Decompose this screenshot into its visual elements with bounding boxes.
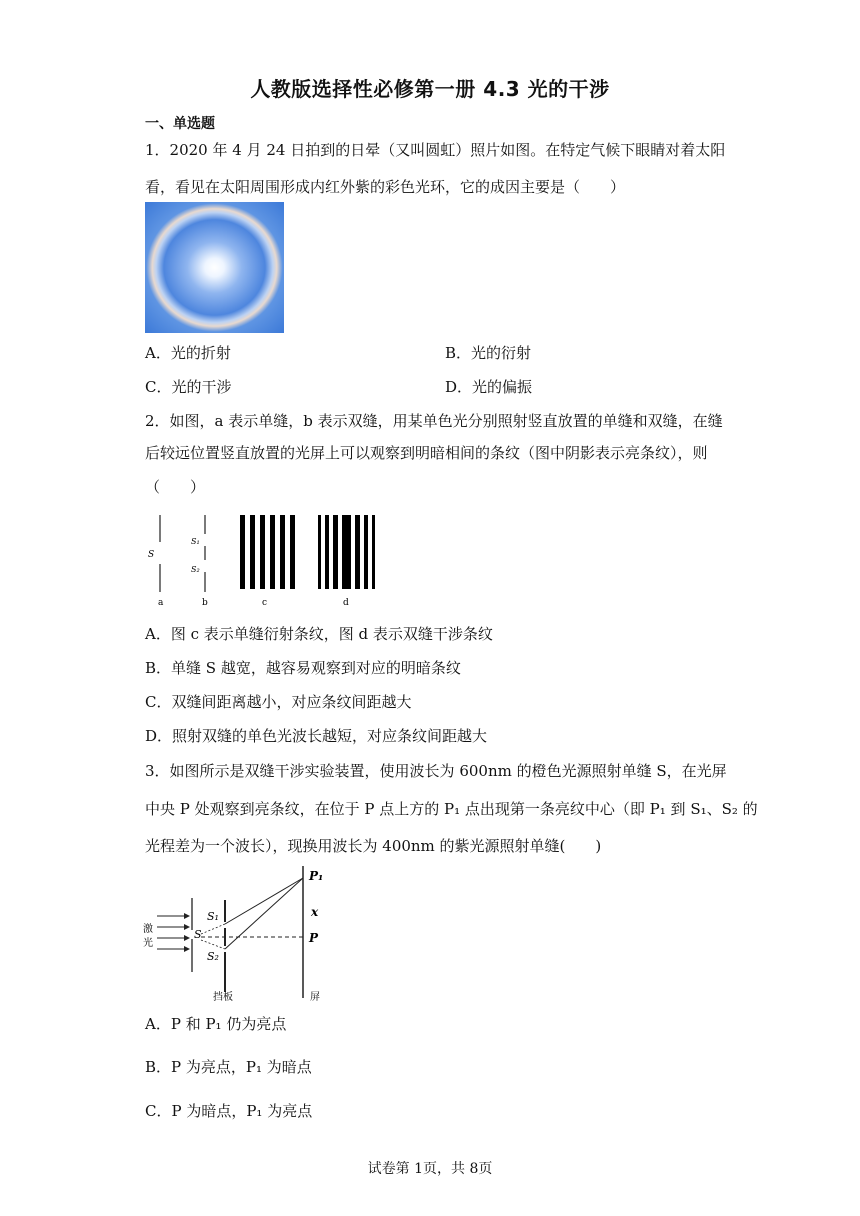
fig-label-s: S [148, 550, 155, 560]
q3-option-a[interactable]: A．P 和 P₁ 仍为亮点 [145, 1015, 287, 1033]
q2-option-c[interactable]: C．双缝间距离越小，对应条纹间距越大 [145, 693, 412, 711]
q2-option-d[interactable]: D．照射双缝的单色光波长越短，对应条纹间距越大 [145, 727, 488, 745]
fig-label-s: S [194, 928, 202, 941]
q1-option-b[interactable]: B．光的衍射 [445, 344, 532, 362]
section-heading: 一、单选题 [145, 116, 215, 132]
q1-option-a[interactable]: A．光的折射 [145, 344, 231, 362]
q3-option-b[interactable]: B．P 为亮点，P₁ 为暗点 [145, 1058, 312, 1076]
solar-halo-photo [145, 202, 284, 333]
fig-label-c: c [262, 598, 268, 608]
fig-label-s1: S₁ [207, 910, 219, 923]
q3-stem-line-2: 中央 P 处观察到亮条纹，在位于 P 点上方的 P₁ 点出现第一条亮纹中心（即 P₁ 到 S₁、S₂ 的 [145, 800, 758, 818]
fig-label-s2: S₂ [191, 565, 200, 574]
q2-option-a[interactable]: A．图 c 表示单缝衍射条纹，图 d 表示双缝干涉条纹 [145, 625, 493, 643]
q1-stem-line-2: 看，看见在太阳周围形成内红外紫的彩色光环，它的成因主要是（ ） [145, 178, 626, 196]
fig-label-a: a [158, 598, 164, 608]
document-title: 人教版选择性必修第一册 4.3 光的干涉 [250, 77, 610, 101]
fig-label-guang: 光 [143, 938, 153, 949]
fig-label-s1: S₁ [191, 537, 200, 546]
q2-stem-line-1: 2．如图，a 表示单缝，b 表示双缝，用某单色光分别照射竖直放置的单缝和双缝，在缝 [145, 412, 723, 430]
slit-fringe-figure [145, 512, 385, 612]
fig-label-ji: 激 [143, 924, 153, 935]
fig-label-b: b [202, 598, 208, 608]
q2-stem-line-3: （ ） [145, 478, 206, 496]
q3-stem-line-3: 光程差为一个波长），现换用波长为 400nm 的紫光源照射单缝( ) [145, 837, 602, 855]
q3-stem-line-1: 3．如图所示是双缝干涉实验装置，使用波长为 600nm 的橙色光源照射单缝 S，在光屏 [145, 762, 727, 780]
fig-label-d: d [343, 598, 349, 608]
q3-option-c[interactable]: C．P 为暗点，P₁ 为亮点 [145, 1102, 313, 1120]
fig-label-x: x [311, 905, 319, 919]
q2-stem-line-2: 后较远位置竖直放置的光屏上可以观察到明暗相间的条纹（图中阴影表示亮条纹），则 [145, 444, 708, 462]
page-footer: 试卷第 1页，共 8页 [367, 1161, 493, 1177]
fig-label-s2: S₂ [207, 950, 219, 963]
double-slit-apparatus-figure [143, 864, 333, 1002]
fig-label-ping: 屏 [310, 992, 320, 1002]
q1-option-c[interactable]: C．光的干涉 [145, 378, 232, 396]
q1-option-d[interactable]: D．光的偏振 [445, 378, 533, 396]
fig-label-p: P [309, 931, 319, 945]
q2-option-b[interactable]: B．单缝 S 越宽，越容易观察到对应的明暗条纹 [145, 659, 461, 677]
fig-label-p1: P₁ [309, 869, 324, 883]
q1-stem-line-1: 1．2020 年 4 月 24 日拍到的日晕（又叫圆虹）照片如图。在特定气候下眼睛对着太阳 [145, 141, 726, 159]
fig-label-dangban: 挡板 [213, 992, 233, 1002]
